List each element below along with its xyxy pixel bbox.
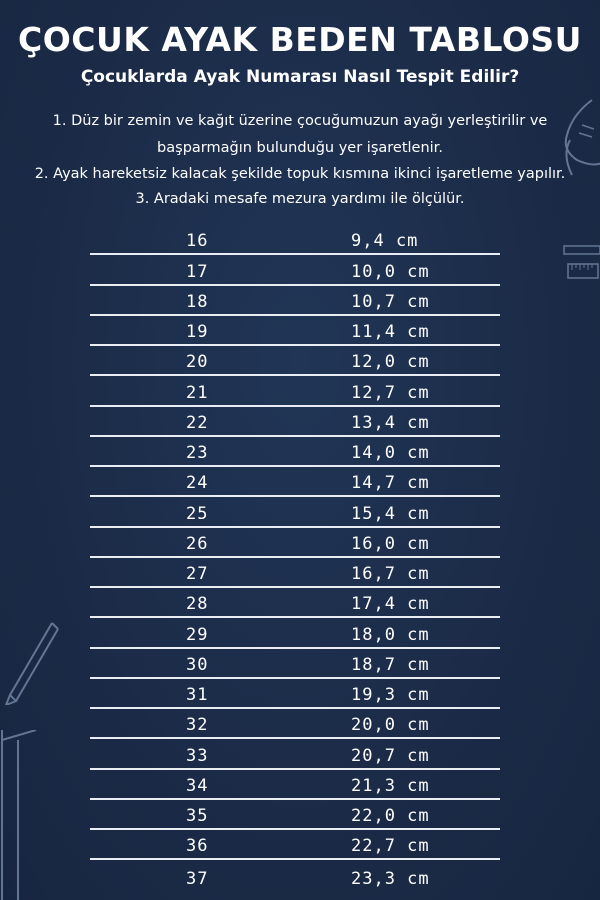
table-row bbox=[90, 618, 500, 648]
shoe-size-cell: 24 bbox=[186, 473, 209, 494]
shoe-size-cell: 18 bbox=[186, 291, 209, 312]
shoe-size-cell: 32 bbox=[186, 715, 209, 736]
table-row bbox=[90, 346, 500, 376]
foot-length-cell: 9,4 cm bbox=[351, 231, 419, 252]
pencil-icon bbox=[0, 615, 60, 705]
shoe-size-cell: 30 bbox=[186, 654, 209, 675]
triangle-ruler-icon bbox=[0, 730, 40, 900]
table-row bbox=[90, 225, 500, 255]
foot-length-cell: 19,3 cm bbox=[351, 685, 430, 705]
size-table bbox=[90, 225, 500, 891]
shoe-size-cell: 20 bbox=[186, 352, 209, 373]
table-row bbox=[90, 709, 500, 739]
shoe-size-cell: 35 bbox=[186, 806, 209, 826]
instruction-line-1: 1. Düz bir zemin ve kağıt üzerine çocuğumuzun ayağı yerleştirilir ve bbox=[52, 113, 548, 129]
foot-length-cell: 15,4 cm bbox=[351, 503, 430, 524]
foot-length-cell: 23,3 cm bbox=[351, 868, 430, 889]
foot-length-cell: 14,7 cm bbox=[351, 473, 430, 494]
shoe-size-cell: 33 bbox=[186, 745, 209, 766]
instruction-line-4: 3. Aradaki mesafe mezura yardımı ile ölçülür. bbox=[135, 191, 465, 207]
foot-length-cell: 22,0 cm bbox=[351, 806, 430, 826]
table-row bbox=[90, 588, 500, 618]
table-row bbox=[90, 830, 500, 860]
table-row bbox=[90, 316, 500, 346]
instruction-line-3: 2. Ayak hareketsiz kalacak şekilde topuk kısmına ikinci işaretleme yapılır. bbox=[34, 166, 566, 182]
shoe-size-cell: 36 bbox=[186, 836, 209, 857]
table-row bbox=[90, 437, 500, 467]
foot-length-cell: 16,7 cm bbox=[351, 564, 430, 584]
table-row bbox=[90, 467, 500, 497]
foot-length-cell: 16,0 cm bbox=[351, 533, 430, 554]
table-row bbox=[90, 407, 500, 437]
table-row bbox=[90, 528, 500, 558]
shoe-size-cell: 25 bbox=[186, 503, 209, 524]
table-row bbox=[90, 497, 500, 527]
ruler-icon bbox=[562, 240, 600, 300]
table-row bbox=[90, 255, 500, 285]
shoe-size-cell: 22 bbox=[186, 412, 209, 433]
shoe-size-cell: 16 bbox=[186, 231, 209, 252]
shoe-size-cell: 23 bbox=[186, 443, 209, 463]
shoe-size-cell: 19 bbox=[186, 322, 209, 342]
table-row bbox=[90, 649, 500, 679]
shoe-size-cell: 27 bbox=[186, 564, 209, 584]
table-row bbox=[90, 286, 500, 316]
shoe-size-cell: 17 bbox=[186, 261, 209, 282]
foot-length-cell: 14,0 cm bbox=[351, 443, 430, 463]
table-row bbox=[90, 558, 500, 588]
table-row bbox=[90, 376, 500, 406]
table-row bbox=[90, 770, 500, 800]
shoe-size-cell: 31 bbox=[186, 685, 209, 705]
foot-length-cell: 12,7 cm bbox=[351, 382, 430, 403]
foot-length-cell: 22,7 cm bbox=[351, 836, 430, 857]
instruction-line-2: başparmağın bulunduğu yer işaretlenir. bbox=[157, 140, 443, 156]
shoe-size-cell: 21 bbox=[186, 382, 209, 403]
foot-length-cell: 13,4 cm bbox=[351, 412, 430, 433]
foot-length-cell: 18,7 cm bbox=[351, 654, 430, 675]
shoe-size-cell: 29 bbox=[186, 624, 209, 645]
foot-length-cell: 11,4 cm bbox=[351, 322, 430, 342]
table-row bbox=[90, 800, 500, 830]
foot-length-cell: 17,4 cm bbox=[351, 594, 430, 615]
foot-length-cell: 12,0 cm bbox=[351, 352, 430, 373]
table-row bbox=[90, 860, 500, 890]
shoe-size-cell: 28 bbox=[186, 594, 209, 615]
page-title: ÇOCUK AYAK BEDEN TABLOSU bbox=[18, 20, 582, 59]
shoe-size-cell: 26 bbox=[186, 533, 209, 554]
foot-length-cell: 10,7 cm bbox=[351, 291, 430, 312]
foot-length-cell: 20,7 cm bbox=[351, 745, 430, 766]
shoe-size-cell: 37 bbox=[186, 868, 209, 889]
foot-length-cell: 20,0 cm bbox=[351, 715, 430, 736]
foot-length-cell: 21,3 cm bbox=[351, 775, 430, 796]
page-subtitle: Çocuklarda Ayak Numarası Nasıl Tespit Edilir? bbox=[80, 67, 520, 87]
table-row bbox=[90, 739, 500, 769]
foot-length-cell: 10,0 cm bbox=[351, 261, 430, 282]
table-row bbox=[90, 679, 500, 709]
foot-length-cell: 18,0 cm bbox=[351, 624, 430, 645]
shoe-size-cell: 34 bbox=[186, 775, 209, 796]
